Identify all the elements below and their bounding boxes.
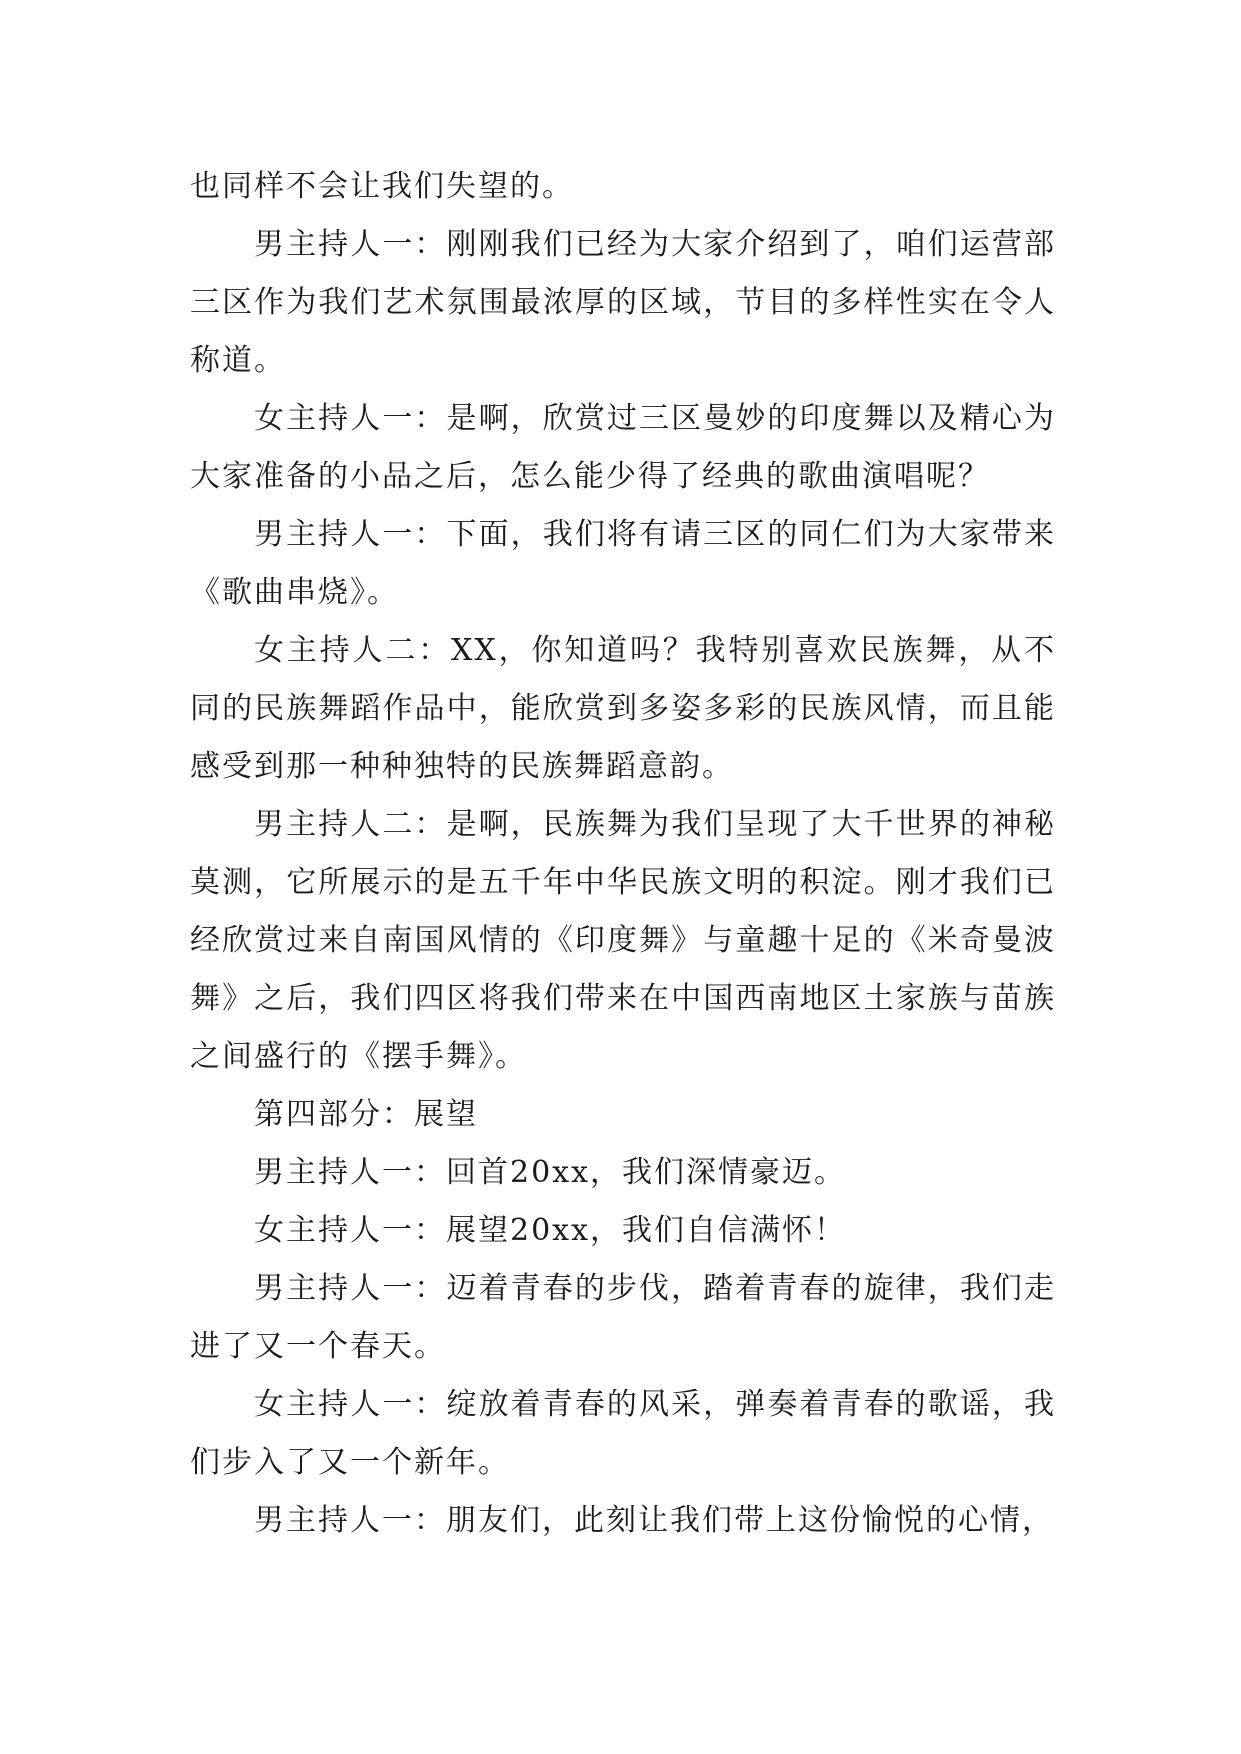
paragraph-host-line: 女主持人一：是啊，欣赏过三区曼妙的印度舞以及精心为大家准备的小品之后，怎么能少得了经典的歌曲演唱呢？ bbox=[190, 401, 1056, 494]
paragraph-host-line: 女主持人一：绽放着青春的风采，弹奏着青春的歌谣，我们步入了又一个新年。 bbox=[190, 1387, 1056, 1480]
paragraph-host-line: 男主持人一：迈着青春的步伐，踏着青春的旋律，我们走进了又一个春天。 bbox=[190, 1271, 1056, 1364]
paragraph-host-line: 男主持人一：回首20xx，我们深情豪迈。 bbox=[254, 1155, 847, 1190]
paragraph-continuation: 也同样不会让我们失望的。 bbox=[190, 169, 574, 204]
document-body bbox=[190, 158, 1056, 1550]
paragraph-host-line: 男主持人一：朋友们，此刻让我们带上这份愉悦的心情， bbox=[254, 1503, 1054, 1538]
paragraph-host-line: 男主持人一：下面，我们将有请三区的同仁们为大家带来《歌曲串烧》。 bbox=[190, 517, 1056, 610]
paragraph-host-line: 女主持人二：XX，你知道吗？我特别喜欢民族舞，从不同的民族舞蹈作品中，能欣赏到多姿多彩的民族风情，而且能感受到那一种种独特的民族舞蹈意韵。 bbox=[190, 633, 1056, 784]
paragraph-host-line: 男主持人二：是啊，民族舞为我们呈现了大千世界的神秘莫测，它所展示的是五千年中华民族文明的积淀。刚才我们已经欣赏过来自南国风情的《印度舞》与童趣十足的《米奇曼波舞》之后，我们四区将我们带来在中国西南地区土家族与苗族之间盛行的《摆手舞》。 bbox=[190, 807, 1056, 1074]
paragraph-host-line: 女主持人一：展望20xx，我们自信满怀！ bbox=[254, 1213, 847, 1248]
section-heading: 第四部分：展望 bbox=[254, 1097, 478, 1132]
paragraph-host-line: 男主持人一：刚刚我们已经为大家介绍到了，咱们运营部三区作为我们艺术氛围最浓厚的区域，节目的多样性实在令人称道。 bbox=[190, 227, 1056, 378]
